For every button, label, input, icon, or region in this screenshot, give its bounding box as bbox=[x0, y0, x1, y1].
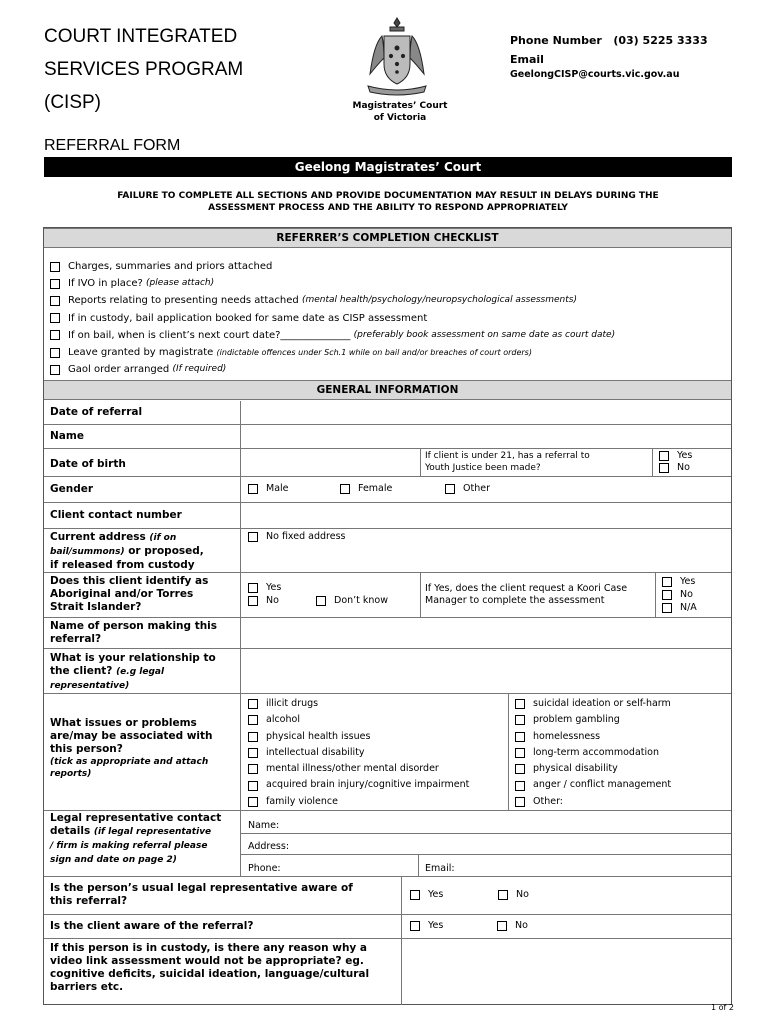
row-divider bbox=[44, 693, 731, 694]
checklist-item bbox=[50, 310, 615, 327]
checklist-text: Leave granted by magistrate bbox=[68, 347, 214, 359]
checkbox[interactable] bbox=[340, 484, 350, 494]
program-title bbox=[44, 20, 243, 119]
legal-rep-phone-field[interactable]: Phone: bbox=[248, 863, 281, 874]
label-note: sign and date on page 2) bbox=[50, 855, 177, 865]
checkbox[interactable] bbox=[515, 748, 525, 758]
gender-option-other[interactable] bbox=[445, 483, 490, 494]
checkbox[interactable] bbox=[248, 532, 258, 542]
youth-justice-options bbox=[659, 450, 692, 474]
email-value: GeelongCISP@courts.vic.gov.au bbox=[510, 69, 680, 80]
court-crest-icon bbox=[366, 14, 428, 100]
label-line: are/may be associated with bbox=[50, 730, 213, 742]
court-banner: Geelong Magistrates’ Court bbox=[44, 157, 732, 177]
youth-justice-question bbox=[425, 451, 590, 474]
option-label: intellectual disability bbox=[266, 746, 365, 758]
option-label: N/A bbox=[680, 602, 697, 613]
court-name-line: Magistrates’ Court bbox=[352, 101, 448, 111]
option-label: problem gambling bbox=[533, 714, 620, 726]
checkbox[interactable] bbox=[515, 764, 525, 774]
col-divider bbox=[420, 448, 421, 476]
phone-value: (03) 5225 3333 bbox=[613, 34, 708, 47]
option-label: homelessness bbox=[533, 730, 601, 742]
option-label: No bbox=[677, 462, 690, 473]
checklist-item bbox=[50, 292, 615, 309]
koori-line: If Yes, does the client request a Koori Case bbox=[425, 583, 628, 594]
checkbox[interactable] bbox=[515, 781, 525, 791]
option-label: Male bbox=[266, 483, 289, 494]
option-label: No bbox=[266, 595, 279, 606]
label-line: Name of person making this bbox=[50, 620, 218, 632]
option-label: Other: bbox=[533, 795, 564, 807]
option-label: Yes bbox=[680, 576, 696, 587]
option-label: No bbox=[516, 889, 529, 900]
label-line: details bbox=[50, 825, 94, 837]
checkbox[interactable] bbox=[515, 715, 525, 725]
option-label: physical disability bbox=[533, 763, 618, 775]
label-line: this referral? bbox=[50, 895, 128, 907]
col-divider bbox=[418, 854, 419, 876]
col-divider bbox=[420, 572, 421, 617]
aboriginal-label bbox=[50, 575, 208, 614]
checkbox[interactable] bbox=[50, 348, 60, 358]
row-divider bbox=[44, 648, 731, 649]
youth-q-line: Youth Justice been made? bbox=[425, 462, 541, 473]
legal-rep-aware-yes[interactable] bbox=[410, 889, 443, 900]
checklist-note: (If required) bbox=[172, 364, 227, 375]
option-label: Female bbox=[358, 483, 393, 494]
checkbox[interactable] bbox=[316, 596, 326, 606]
checkbox[interactable] bbox=[50, 313, 60, 323]
label-line: What issues or problems bbox=[50, 717, 197, 729]
row-divider bbox=[44, 476, 731, 477]
warning-text bbox=[44, 190, 732, 214]
col-divider bbox=[508, 693, 509, 810]
row-divider bbox=[44, 572, 731, 573]
contact-block bbox=[510, 33, 708, 82]
court-name bbox=[340, 100, 460, 124]
checkbox[interactable] bbox=[515, 732, 525, 742]
form-title: REFERRAL FORM bbox=[44, 137, 181, 154]
label-line: cognitive deficits, suicidal ideation, language/cultural bbox=[50, 968, 370, 980]
row-divider bbox=[241, 833, 731, 834]
row-divider bbox=[44, 424, 731, 425]
option-label: No bbox=[680, 589, 693, 600]
legal-rep-name-field[interactable]: Name: bbox=[248, 820, 280, 831]
checkbox[interactable] bbox=[515, 797, 525, 807]
aboriginal-options bbox=[248, 581, 281, 607]
general-info-heading: GENERAL INFORMATION bbox=[44, 380, 731, 400]
label-note: (if legal representative bbox=[93, 827, 212, 837]
gender-option-female[interactable] bbox=[340, 483, 392, 494]
checkbox[interactable] bbox=[248, 699, 258, 709]
option-label: long-term accommodation bbox=[533, 746, 659, 758]
custody-video-question bbox=[50, 942, 369, 994]
label-text: Current address bbox=[50, 531, 150, 543]
row-divider bbox=[44, 502, 731, 503]
relationship-label bbox=[50, 652, 216, 693]
label-line: If this person is in custody, is there any reason why a bbox=[50, 942, 368, 954]
checkbox[interactable] bbox=[662, 603, 672, 613]
title-line: COURT INTEGRATED bbox=[44, 26, 238, 47]
checkbox[interactable] bbox=[445, 484, 455, 494]
row-divider bbox=[44, 938, 731, 939]
client-contact-label: Client contact number bbox=[50, 509, 182, 521]
checkbox[interactable] bbox=[662, 577, 672, 587]
checklist-item bbox=[50, 258, 615, 275]
issues-left-options bbox=[248, 696, 469, 810]
checklist-note: (please attach) bbox=[146, 278, 215, 289]
col-divider bbox=[401, 876, 402, 1005]
checkbox[interactable] bbox=[248, 764, 258, 774]
checkbox[interactable] bbox=[248, 715, 258, 725]
label-line: Is the person’s usual legal representative aware of bbox=[50, 882, 353, 894]
checkbox[interactable] bbox=[659, 463, 669, 473]
option-label: No fixed address bbox=[266, 531, 346, 542]
phone-label: Phone Number bbox=[510, 34, 602, 47]
warning-line: ASSESSMENT PROCESS AND THE ABILITY TO RESPOND APPROPRIATELY bbox=[208, 203, 568, 213]
person-making-referral-label bbox=[50, 620, 217, 646]
row-divider bbox=[241, 854, 731, 855]
label-note: (tick as appropriate and attach bbox=[50, 757, 209, 767]
client-aware-question: Is the client aware of the referral? bbox=[50, 920, 254, 932]
email-label: Email bbox=[510, 53, 544, 66]
label-line: What is your relationship to bbox=[50, 652, 216, 664]
checkbox[interactable] bbox=[662, 590, 672, 600]
checkbox[interactable] bbox=[50, 279, 60, 289]
gender-label: Gender bbox=[50, 483, 94, 495]
checkbox[interactable] bbox=[515, 699, 525, 709]
row-divider bbox=[44, 448, 731, 449]
option-label: suicidal ideation or self-harm bbox=[533, 698, 671, 709]
checkbox[interactable] bbox=[498, 890, 508, 900]
title-line: (CISP) bbox=[44, 92, 101, 113]
date-of-referral-label: Date of referral bbox=[50, 406, 143, 418]
row-divider bbox=[44, 617, 731, 618]
checkbox[interactable] bbox=[248, 748, 258, 758]
option-label: family violence bbox=[266, 795, 338, 807]
checkbox[interactable] bbox=[410, 890, 420, 900]
koori-question bbox=[425, 583, 627, 607]
checklist-text: If in custody, bail application booked for same date as CISP assessment bbox=[68, 312, 428, 324]
col-divider bbox=[655, 572, 656, 617]
checklist bbox=[50, 258, 615, 378]
label-line: referral? bbox=[50, 633, 102, 645]
checkbox[interactable] bbox=[497, 921, 507, 931]
checkbox[interactable] bbox=[50, 262, 60, 272]
page-number: 1 of 2 bbox=[711, 1003, 734, 1012]
row-divider bbox=[44, 914, 731, 915]
option-label: mental illness/other mental disorder bbox=[266, 763, 439, 775]
checkbox[interactable] bbox=[410, 921, 420, 931]
label-note: reports) bbox=[50, 769, 92, 779]
gender-option-male[interactable] bbox=[248, 483, 289, 494]
label-note: bail/summons) bbox=[50, 547, 125, 557]
legal-rep-address-field[interactable]: Address: bbox=[248, 841, 290, 852]
option-label: physical health issues bbox=[266, 730, 371, 742]
client-aware-no[interactable] bbox=[497, 920, 528, 931]
option-label: Other bbox=[463, 483, 490, 494]
label-text: if released from custody bbox=[50, 559, 195, 571]
legal-rep-aware-no[interactable] bbox=[498, 889, 529, 900]
label-note: (if on bbox=[149, 533, 177, 543]
legal-rep-label bbox=[50, 812, 221, 867]
youth-q-line: If client is under 21, has a referral to bbox=[425, 451, 590, 461]
checklist-item bbox=[50, 361, 615, 378]
checkbox[interactable] bbox=[248, 797, 258, 807]
row-divider bbox=[44, 876, 731, 877]
checklist-item bbox=[50, 344, 615, 361]
label-line: Strait Islander? bbox=[50, 601, 142, 613]
option-label: Don’t know bbox=[334, 595, 389, 606]
option-label: anger / conflict management bbox=[533, 779, 672, 791]
checkbox[interactable] bbox=[248, 484, 258, 494]
label-line: Does this client identify as bbox=[50, 575, 209, 587]
checklist-text: Charges, summaries and priors attached bbox=[68, 261, 273, 272]
checklist-heading: REFERRER’S COMPLETION CHECKLIST bbox=[44, 228, 731, 248]
issues-right-options bbox=[515, 696, 671, 810]
label-line: this person? bbox=[50, 743, 123, 755]
issues-label bbox=[50, 717, 213, 780]
checklist-note: (indictable offences under Sch.1 while on bail and/or breaches of court orders) bbox=[216, 348, 532, 358]
checkbox[interactable] bbox=[50, 365, 60, 375]
label-text: or proposed, bbox=[124, 545, 204, 557]
title-line: SERVICES PROGRAM bbox=[44, 59, 244, 80]
label-line: video link assessment would not be appropriate? eg. bbox=[50, 955, 364, 967]
label-line: the client? bbox=[50, 665, 117, 677]
checklist-text: If on bail, when is client’s next court date?______________ bbox=[68, 329, 351, 341]
legal-rep-aware-question bbox=[50, 882, 353, 908]
label-note: (e.g legal bbox=[116, 667, 165, 677]
name-label: Name bbox=[50, 430, 84, 442]
koori-line: Manager to complete the assessment bbox=[425, 595, 605, 606]
checkbox[interactable] bbox=[50, 330, 60, 340]
label-note: / firm is making referral please bbox=[50, 841, 208, 851]
checklist-note: (mental health/psychology/neuropsychological assessments) bbox=[301, 295, 577, 306]
option-label: No bbox=[515, 920, 528, 931]
checklist-text: If IVO in place? bbox=[68, 278, 143, 290]
dont-know-option[interactable] bbox=[316, 595, 388, 606]
row-divider bbox=[44, 810, 731, 811]
legal-rep-email-field[interactable]: Email: bbox=[425, 863, 455, 874]
checklist-item bbox=[50, 275, 615, 292]
checkbox[interactable] bbox=[248, 583, 258, 593]
checklist-item bbox=[50, 327, 615, 344]
col-divider bbox=[240, 401, 241, 876]
no-fixed-address-option[interactable] bbox=[248, 531, 345, 542]
current-address-label bbox=[50, 531, 204, 572]
koori-options bbox=[662, 575, 697, 614]
option-label: alcohol bbox=[266, 714, 300, 726]
label-line: Legal representative contact bbox=[50, 812, 222, 824]
option-label: Yes bbox=[428, 889, 444, 900]
checklist-note: (preferably book assessment on same date as court date) bbox=[353, 329, 616, 340]
checkbox[interactable] bbox=[248, 596, 258, 606]
checkbox[interactable] bbox=[659, 451, 669, 461]
option-label: Yes bbox=[428, 920, 444, 931]
date-of-birth-label: Date of birth bbox=[50, 458, 126, 470]
warning-line: FAILURE TO COMPLETE ALL SECTIONS AND PROVIDE DOCUMENTATION MAY RESULT IN DELAYS DURING THE bbox=[117, 191, 659, 201]
option-label: Yes bbox=[266, 582, 282, 593]
checkbox[interactable] bbox=[248, 781, 258, 791]
checklist-text: Gaol order arranged bbox=[68, 364, 170, 376]
option-label: illicit drugs bbox=[266, 698, 319, 709]
client-aware-yes[interactable] bbox=[410, 920, 443, 931]
row-divider bbox=[44, 528, 731, 529]
col-divider bbox=[652, 448, 653, 476]
checkbox[interactable] bbox=[248, 732, 258, 742]
checklist-text: Reports relating to presenting needs attached bbox=[68, 295, 299, 307]
checkbox[interactable] bbox=[50, 296, 60, 306]
label-line: barriers etc. bbox=[50, 981, 124, 993]
option-label: Yes bbox=[677, 450, 693, 461]
option-label: acquired brain injury/cognitive impairment bbox=[266, 779, 470, 791]
court-name-line: of Victoria bbox=[373, 113, 427, 123]
label-note: representative) bbox=[50, 681, 130, 691]
label-line: Aboriginal and/or Torres bbox=[50, 588, 194, 600]
